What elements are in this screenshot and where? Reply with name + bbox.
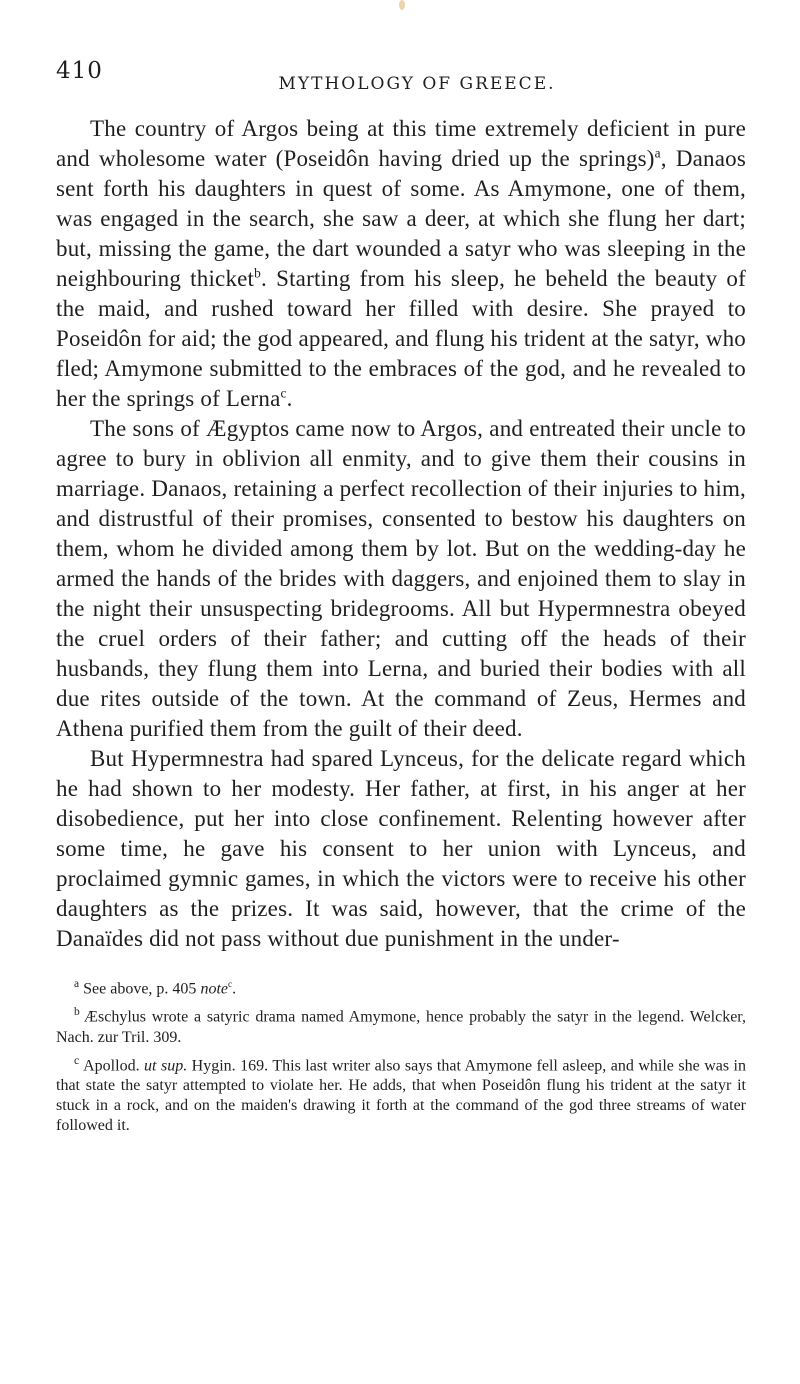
footnote-a-superscript: c — [227, 980, 233, 990]
paragraph-1-text-part-3: . Starting from his sleep, he beheld the beauty of the maid, and rushed toward her filled with desire. She prayed to Poseidôn for aid; the god appeared, and flung his trident at the satyr, who fled; Amymone submitted to the embraces of the god, and he revealed to her the springs of Lerna — [56, 266, 746, 411]
page-number: 410 — [56, 58, 103, 84]
footnote-a-text-part-2: . — [232, 980, 237, 998]
footnote-reference-c: c — [280, 385, 287, 401]
main-text — [56, 114, 746, 954]
footnote-b — [56, 1002, 746, 1047]
footnote-marker-c: c — [74, 1054, 80, 1067]
footnote-marker-b: b — [74, 1006, 80, 1019]
paragraph-1-text-part-1: The country of Argos being at this time extremely deficient in pure and wholesome water (Poseidôn having dried up the springs) — [56, 116, 746, 171]
footnote-reference-a: a — [654, 145, 661, 161]
paragraph-2: The sons of Ægyptos came now to Argos, and entreated their uncle to agree to bury in oblivion all enmity, and to give them their cousins in marriage. Danaos, retaining a perfect recollection of their injuries to him, and distrustful of their promises, consented to bestow his daughters on them, whom he divided among them by lot. But on the wedding-day he armed the hands of the brides with daggers, and enjoined them to slay in the night their unsuspecting bridegrooms. All but Hypermnestra obeyed the cruel orders of their father; and cutting off the heads of their husbands, they flung them into Lerna, and buried their bodies with all due rites outside of the town. At the command of Zeus, Hermes and Athena purified them from the guilt of their deed. — [56, 416, 746, 741]
footnote-reference-b: b — [254, 265, 262, 281]
book-page — [56, 58, 746, 1139]
footnote-c-italic-citation: ut sup. — [144, 1056, 188, 1074]
footnote-a-text-part-1: See above, p. 405 — [83, 980, 201, 998]
footnote-c-text-part-2: Hygin. 169. This last writer also says that Amymone fell asleep, and while she was in that state the satyr attempted to violate her. He adds, that when Poseidôn flung his trident at the satyr it stuck in a rock, and on the maiden's drawing it forth at the command of the god three streams of water followed it. — [56, 1056, 746, 1134]
page-header — [56, 58, 746, 92]
running-head: MYTHOLOGY OF GREECE. — [278, 74, 556, 94]
footnotes — [56, 974, 746, 1136]
footnote-c — [56, 1051, 746, 1136]
page-stain-mark — [399, 0, 405, 10]
footnote-c-text-part-1: Apollod. — [83, 1056, 145, 1074]
paragraph-1-text-part-4: . — [286, 386, 293, 411]
footnote-b-text: Æschylus wrote a satyric drama named Amymone, hence probably the satyr in the legend. Welcker, Nach. zur Tril. 309. — [56, 1008, 746, 1046]
paragraph-1 — [56, 114, 746, 414]
paragraph-1-text-part-2: , Danaos sent forth his daughters in quest of some. As Amymone, one of them, was engaged in the search, she saw a deer, at which she flung her dart; but, missing the game, the dart wounded a satyr who was sleeping in the neighbouring thicket — [56, 146, 746, 291]
footnote-marker-a: a — [74, 978, 80, 990]
footnote-a — [56, 974, 746, 999]
paragraph-3: But Hypermnestra had spared Lynceus, for the delicate regard which he had shown to her modesty. Her father, at first, in his anger at her disobedience, put her into close confinement. Relenting however after some time, he gave his consent to her union with Lynceus, and proclaimed gymnic games, in which the victors were to receive his other daughters as the prizes. It was said, however, that the crime of the Danaïdes did not pass without due punishment in the under- — [56, 746, 746, 951]
footnote-a-italic-note: note — [200, 980, 228, 998]
